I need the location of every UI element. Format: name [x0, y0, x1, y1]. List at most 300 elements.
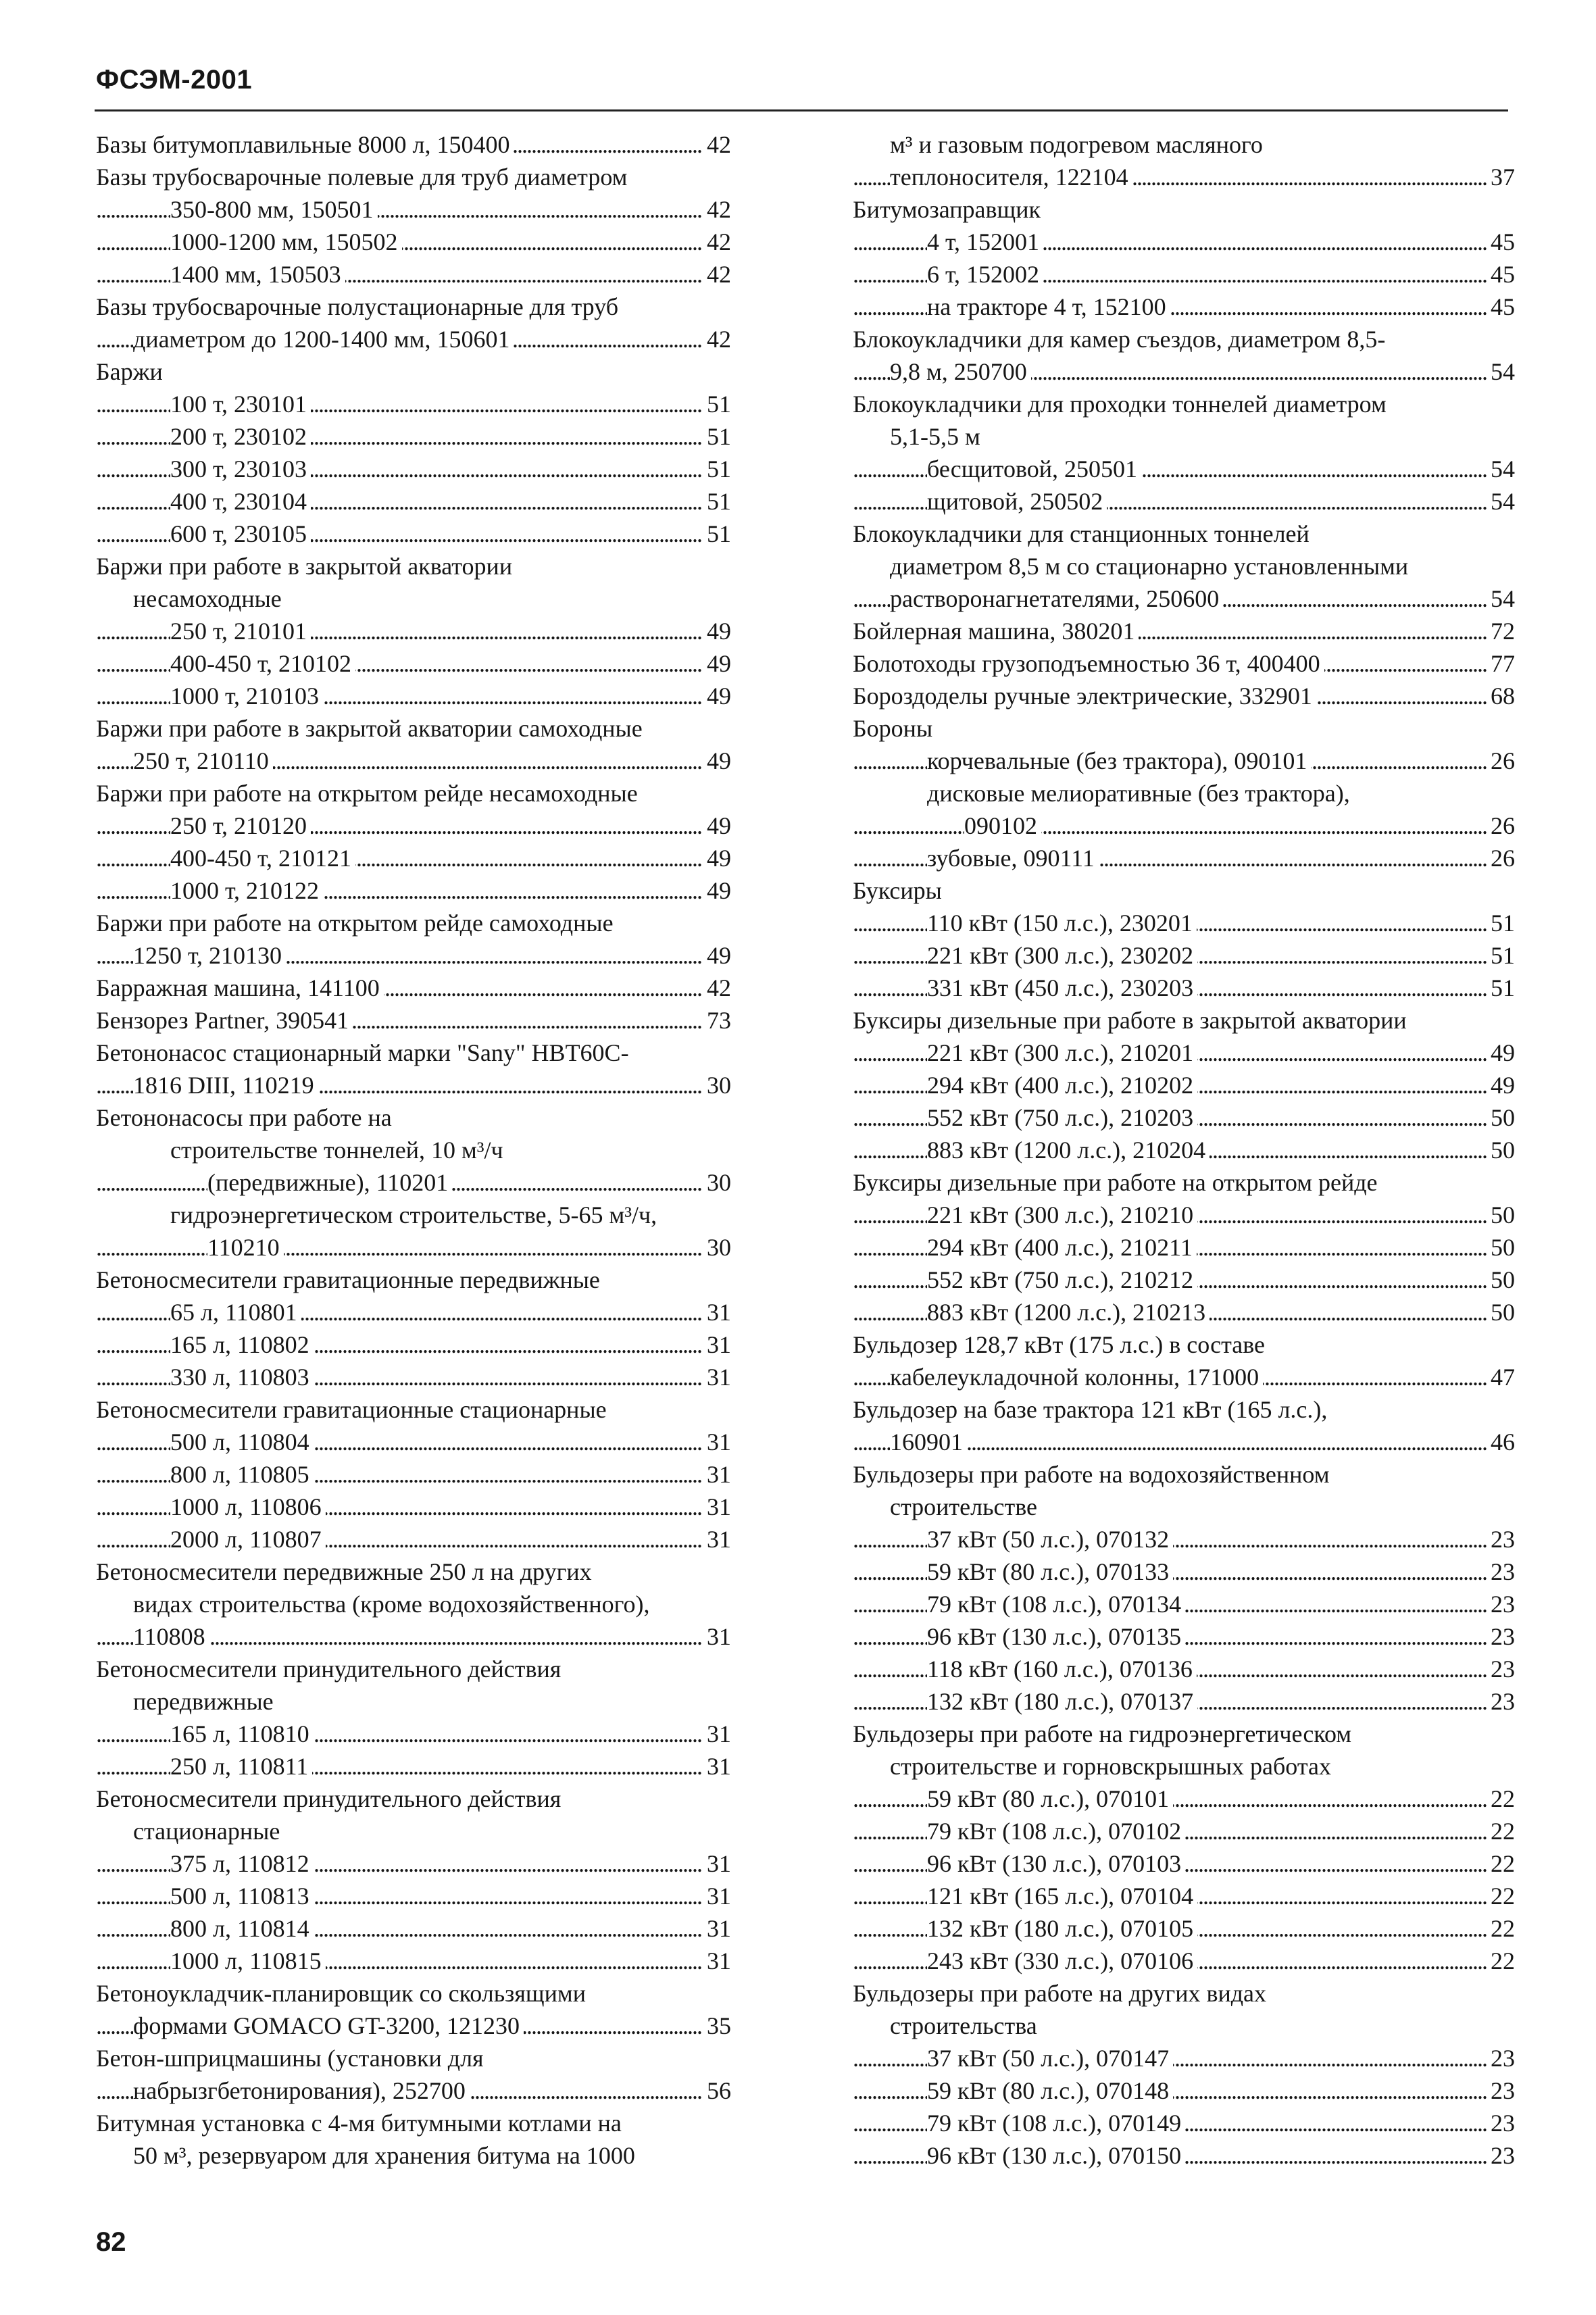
index-entry-page: 50	[1487, 1101, 1515, 1134]
index-entry-page: 26	[1487, 842, 1515, 874]
index-entry	[853, 1166, 1515, 1199]
index-entry-text: на тракторе 4 т, 152100	[927, 293, 1170, 320]
index-entry-page: 51	[1487, 939, 1515, 972]
index-entry-text: 59 кВт (80 л.с.), 070101	[927, 1785, 1173, 1812]
index-entry-text: 221 кВт (300 л.с.), 210210	[927, 1201, 1197, 1228]
index-entry	[96, 907, 731, 939]
index-entry	[96, 1555, 731, 1588]
index-entry	[853, 1912, 1515, 1945]
index-entry	[853, 1231, 1515, 1264]
index-entry-text: бесщитовой, 250501	[927, 455, 1141, 482]
index-entry	[96, 1847, 731, 1880]
index-entry-page: 46	[1487, 1426, 1515, 1458]
index-entry-text: строительстве и горновскрышных работах	[890, 1753, 1331, 1780]
index-entry-page: 42	[703, 323, 731, 355]
index-entry-page: 47	[1487, 1361, 1515, 1393]
index-entry-text: Барражная машина, 141100	[96, 974, 384, 1001]
index-entry-page: 42	[703, 193, 731, 226]
index-entry-text: 800 л, 110814	[170, 1915, 314, 1942]
index-entry	[853, 1264, 1515, 1296]
index-entry-text: Базы битумоплавильные 8000 л, 150400	[96, 131, 514, 158]
index-entry	[96, 226, 731, 258]
index-entry	[96, 420, 731, 453]
index-entry	[853, 2042, 1515, 2074]
index-entry-text: Бороны	[853, 715, 933, 742]
index-entry-page: 31	[703, 1328, 731, 1361]
index-entry	[853, 1426, 1515, 1458]
index-entry-text: Буксиры дизельные при работе на открытом рейде	[853, 1169, 1378, 1196]
index-entry	[853, 2074, 1515, 2107]
index-entry	[96, 291, 731, 323]
index-entry-page: 51	[1487, 907, 1515, 939]
index-entry-text: 165 л, 110802	[170, 1331, 314, 1358]
index-entry-page: 42	[703, 258, 731, 291]
index-entry	[96, 1977, 731, 2010]
index-entry-text: строительстве	[890, 1493, 1037, 1520]
index-entry	[96, 1264, 731, 1296]
index-entry-page: 49	[703, 647, 731, 680]
index-entry-page: 42	[703, 972, 731, 1004]
index-entry-page: 23	[1487, 2074, 1515, 2107]
index-entry-text: 250 т, 210110	[133, 747, 273, 774]
index-entry-text: 375 л, 110812	[170, 1850, 314, 1877]
index-entry-text: 500 л, 110813	[170, 1883, 314, 1910]
index-column-right	[853, 128, 1515, 2172]
index-entry	[853, 1555, 1515, 1588]
index-entry	[96, 193, 731, 226]
index-entry	[96, 1491, 731, 1523]
index-entry-page: 23	[1487, 2107, 1515, 2139]
index-entry-text: 200 т, 230102	[170, 423, 311, 450]
index-entry-page: 42	[703, 128, 731, 161]
index-entry-text: Базы трубосварочные полустационарные для труб	[96, 293, 619, 320]
index-entry-page: 49	[703, 842, 731, 874]
index-entry	[853, 1685, 1515, 1718]
index-entry-text: 400-450 т, 210121	[170, 845, 355, 872]
index-entry	[96, 355, 731, 388]
index-entry-page: 22	[1487, 1815, 1515, 1847]
index-entry-text: 79 кВт (108 л.с.), 070102	[927, 1818, 1185, 1845]
index-entry-text: 1816 DIII, 110219	[133, 1072, 318, 1099]
index-entry-page: 23	[1487, 1653, 1515, 1685]
index-entry-page: 31	[703, 1945, 731, 1977]
index-entry-text: строительстве тоннелей, 10 м³/ч	[170, 1137, 503, 1164]
index-entry-page: 22	[1487, 1847, 1515, 1880]
index-entry-text: Баржи при работе на открытом рейде самоходные	[96, 910, 614, 937]
index-entry	[853, 939, 1515, 972]
index-entry-text: 5,1-5,5 м	[890, 423, 980, 450]
index-entry	[853, 777, 1515, 810]
index-entry	[853, 128, 1515, 161]
index-entry	[853, 1101, 1515, 1134]
index-entry-page: 49	[703, 680, 731, 712]
index-entry	[853, 1815, 1515, 1847]
index-entry-text: 37 кВт (50 л.с.), 070132	[927, 1526, 1173, 1553]
index-entry-text: Бульдозер 128,7 кВт (175 л.с.) в составе	[853, 1331, 1266, 1358]
index-entry	[853, 1847, 1515, 1880]
index-entry-page: 22	[1487, 1880, 1515, 1912]
index-entry-text: Бетононасосы при работе на	[96, 1104, 392, 1131]
index-entry	[853, 680, 1515, 712]
index-entry-text: 96 кВт (130 л.с.), 070103	[927, 1850, 1185, 1877]
index-entry-text: Бетононасос стационарный марки "Sany" HBT60C-	[96, 1039, 629, 1066]
index-entry-text: 1250 т, 210130	[133, 942, 286, 969]
index-entry	[96, 1199, 731, 1231]
index-entry	[853, 1134, 1515, 1166]
index-entry-page: 23	[1487, 1588, 1515, 1620]
index-entry	[853, 420, 1515, 453]
index-entry-text: 1000 т, 210122	[170, 877, 323, 904]
index-entry-text: 294 кВт (400 л.с.), 210211	[927, 1234, 1197, 1261]
index-entry-text: 400-450 т, 210102	[170, 650, 355, 677]
index-entry	[96, 1783, 731, 1815]
index-entry-page: 50	[1487, 1296, 1515, 1328]
index-entry-text: (передвижные), 110201	[207, 1169, 452, 1196]
index-entry	[96, 2139, 731, 2172]
index-column-left	[96, 128, 731, 2172]
index-entry	[853, 1588, 1515, 1620]
index-entry-page: 31	[703, 1491, 731, 1523]
index-entry-text: 132 кВт (180 л.с.), 070137	[927, 1688, 1197, 1715]
index-entry-text: Бензорез Partner, 390541	[96, 1007, 353, 1034]
index-entry-text: 883 кВт (1200 л.с.), 210204	[927, 1137, 1210, 1164]
index-entry-text: Буксиры дизельные при работе в закрытой акватории	[853, 1007, 1407, 1034]
index-entry-page: 31	[703, 1750, 731, 1783]
index-entry-page: 49	[703, 810, 731, 842]
index-entry	[853, 1783, 1515, 1815]
index-entry-text: Бетоносмесители гравитационные передвижные	[96, 1266, 600, 1293]
index-entry-text: 2000 л, 110807	[170, 1526, 326, 1553]
index-entry-page: 49	[1487, 1069, 1515, 1101]
index-entry-text: 221 кВт (300 л.с.), 210201	[927, 1039, 1197, 1066]
index-entry	[853, 1037, 1515, 1069]
index-entry-text: формами GOMACO GT-3200, 121230	[133, 2012, 524, 2039]
index-entry	[853, 388, 1515, 420]
index-entry	[96, 1004, 731, 1037]
index-entry	[96, 518, 731, 550]
index-entry-text: 96 кВт (130 л.с.), 070150	[927, 2142, 1185, 2169]
index-entry	[853, 1004, 1515, 1037]
index-entry	[853, 1491, 1515, 1523]
index-entry-text: 79 кВт (108 л.с.), 070134	[927, 1591, 1185, 1618]
index-entry	[96, 1620, 731, 1653]
index-entry	[853, 1361, 1515, 1393]
index-entry	[853, 907, 1515, 939]
index-entry	[853, 323, 1515, 355]
index-entry	[853, 453, 1515, 485]
index-entry	[96, 972, 731, 1004]
index-entry-text: 132 кВт (180 л.с.), 070105	[927, 1915, 1197, 1942]
index-entry	[96, 680, 731, 712]
index-entry	[853, 2010, 1515, 2042]
page-number: 82	[96, 2227, 126, 2257]
index-entry-page: 31	[703, 1912, 731, 1945]
index-entry	[853, 550, 1515, 582]
index-entry	[96, 2074, 731, 2107]
index-entry	[96, 1101, 731, 1134]
index-entry	[853, 1069, 1515, 1101]
index-entry-text: 552 кВт (750 л.с.), 210203	[927, 1104, 1197, 1131]
index-entry	[96, 323, 731, 355]
index-entry-text: 1400 мм, 150503	[170, 261, 345, 288]
index-entry-text: 121 кВт (165 л.с.), 070104	[927, 1883, 1197, 1910]
index-entry-page: 45	[1487, 291, 1515, 323]
index-entry-page: 56	[703, 2074, 731, 2107]
index-entry-page: 54	[1487, 453, 1515, 485]
index-entry-page: 51	[703, 388, 731, 420]
index-entry-text: 165 л, 110810	[170, 1720, 314, 1747]
index-entry-text: 1000 т, 210103	[170, 682, 323, 710]
index-entry	[853, 810, 1515, 842]
index-entry	[96, 1815, 731, 1847]
index-entry-page: 54	[1487, 485, 1515, 518]
index-entry-text: Блокоукладчики для станционных тоннелей	[853, 520, 1310, 547]
index-entry-text: кабелеукладочной колонны, 171000	[890, 1364, 1263, 1391]
index-entry-page: 30	[703, 1231, 731, 1264]
header-rule	[95, 109, 1508, 111]
index-entry-text: корчевальные (без трактора), 090101	[927, 747, 1311, 774]
index-entry-text: Бетон-шприцмашины (установки для	[96, 2045, 484, 2072]
index-entry	[96, 1588, 731, 1620]
index-entry	[853, 1945, 1515, 1977]
index-entry-text: 96 кВт (130 л.с.), 070135	[927, 1623, 1185, 1650]
index-entry	[853, 582, 1515, 615]
index-entry-text: Битумная установка с 4-мя битумными котлами на	[96, 2110, 622, 2137]
index-entry	[853, 615, 1515, 647]
index-entry-page: 49	[1487, 1037, 1515, 1069]
index-entry-text: м³ и газовым подогревом масляного	[890, 131, 1263, 158]
index-entry	[853, 355, 1515, 388]
index-entry-text: 090102	[964, 812, 1041, 839]
index-entry-text: Бульдозеры при работе на водохозяйственном	[853, 1461, 1330, 1488]
index-entry	[853, 226, 1515, 258]
index-entry-text: 400 т, 230104	[170, 488, 311, 515]
index-entry-text: щитовой, 250502	[927, 488, 1107, 515]
index-entry-text: 79 кВт (108 л.с.), 070149	[927, 2110, 1185, 2137]
index-entry-page: 23	[1487, 1620, 1515, 1653]
index-entry	[853, 745, 1515, 777]
index-entry-page: 42	[703, 226, 731, 258]
index-entry-page: 50	[1487, 1231, 1515, 1264]
index-entry-text: набрызгбетонирования), 252700	[133, 2077, 470, 2104]
index-entry	[96, 1426, 731, 1458]
index-entry	[96, 1458, 731, 1491]
index-entry-text: передвижные	[133, 1688, 274, 1715]
index-entry-page: 51	[703, 485, 731, 518]
index-entry	[96, 1945, 731, 1977]
index-entry-text: 294 кВт (400 л.с.), 210202	[927, 1072, 1197, 1099]
index-entry-page: 35	[703, 2010, 731, 2042]
index-entry	[96, 1296, 731, 1328]
index-entry	[853, 1393, 1515, 1426]
index-entry-text: Болотоходы грузоподъемностью 36 т, 400400	[853, 650, 1324, 677]
index-entry-page: 23	[1487, 1555, 1515, 1588]
index-entry-page: 31	[703, 1426, 731, 1458]
index-entry	[853, 193, 1515, 226]
index-entry	[853, 258, 1515, 291]
index-entry-text: 59 кВт (80 л.с.), 070148	[927, 2077, 1173, 2104]
index-entry-text: растворонагнетателями, 250600	[890, 585, 1223, 612]
index-entry-text: 300 т, 230103	[170, 455, 311, 482]
index-entry-page: 23	[1487, 2139, 1515, 2172]
index-entry-page: 31	[703, 1880, 731, 1912]
index-entry	[853, 647, 1515, 680]
index-entry-text: 331 кВт (450 л.с.), 230203	[927, 974, 1197, 1001]
index-entry-text: теплоносителя, 122104	[890, 164, 1132, 191]
index-entry	[96, 128, 731, 161]
index-entry	[96, 1750, 731, 1783]
index-entry-page: 31	[703, 1620, 731, 1653]
index-entry	[96, 582, 731, 615]
index-entry-text: Блокоукладчики для камер съездов, диаметром 8,5-	[853, 326, 1386, 353]
index-entry	[96, 1037, 731, 1069]
index-entry-text: 330 л, 110803	[170, 1364, 314, 1391]
index-entry	[96, 258, 731, 291]
index-entry-text: зубовые, 090111	[927, 845, 1099, 872]
index-entry-text: Бульдозеры при работе на других видах	[853, 1980, 1267, 2007]
index-entry	[96, 2010, 731, 2042]
index-entry	[96, 1685, 731, 1718]
index-entry-text: Бульдозеры при работе на гидроэнергетическом	[853, 1720, 1352, 1747]
index-entry-page: 72	[1487, 615, 1515, 647]
index-entry-page: 54	[1487, 582, 1515, 615]
index-entry-page: 49	[703, 615, 731, 647]
index-entry-text: 350-800 мм, 150501	[170, 196, 378, 223]
index-entry	[96, 1393, 731, 1426]
index-entry	[96, 2107, 731, 2139]
index-entry-page: 49	[703, 874, 731, 907]
index-entry-page: 23	[1487, 1685, 1515, 1718]
index-entry-text: видах строительства (кроме водохозяйственного),	[133, 1591, 650, 1618]
index-entry	[853, 712, 1515, 745]
index-entry	[96, 1069, 731, 1101]
index-entry-text: Битумозаправщик	[853, 196, 1041, 223]
index-entry-text: 118 кВт (160 л.с.), 070136	[927, 1656, 1197, 1683]
index-entry-text: 4 т, 152001	[927, 228, 1043, 255]
index-entry-text: 552 кВт (750 л.с.), 210212	[927, 1266, 1197, 1293]
index-entry	[853, 2139, 1515, 2172]
index-entry-page: 31	[703, 1523, 731, 1555]
index-entry-page: 31	[703, 1296, 731, 1328]
index-entry-page: 49	[703, 939, 731, 972]
index-entry	[853, 1296, 1515, 1328]
index-entry-text: 883 кВт (1200 л.с.), 210213	[927, 1299, 1210, 1326]
index-entry-page: 45	[1487, 226, 1515, 258]
index-entry-text: Баржи при работе в закрытой акватории	[96, 553, 513, 580]
index-entry-page: 31	[703, 1847, 731, 1880]
index-entry-text: 800 л, 110805	[170, 1461, 314, 1488]
index-entry	[853, 2107, 1515, 2139]
index-entry	[853, 1458, 1515, 1491]
index-entry-page: 31	[703, 1361, 731, 1393]
index-entry-text: 1000-1200 мм, 150502	[170, 228, 402, 255]
index-entry	[96, 842, 731, 874]
index-entry-text: 250 т, 210120	[170, 812, 311, 839]
index-entry-text: Бульдозер на базе трактора 121 кВт (165 л.с.),	[853, 1396, 1328, 1423]
index-entry	[96, 453, 731, 485]
index-entry-page: 26	[1487, 745, 1515, 777]
index-entry	[96, 1718, 731, 1750]
index-entry-text: 9,8 м, 250700	[890, 358, 1031, 385]
index-entry-text: 65 л, 110801	[170, 1299, 301, 1326]
index-entry	[853, 972, 1515, 1004]
index-entry	[96, 939, 731, 972]
index-entry-text: Баржи	[96, 358, 163, 385]
index-entry-page: 73	[703, 1004, 731, 1037]
index-entry	[96, 1166, 731, 1199]
index-entry-page: 50	[1487, 1134, 1515, 1166]
index-entry-page: 23	[1487, 1523, 1515, 1555]
index-entry	[96, 745, 731, 777]
index-entry	[853, 1523, 1515, 1555]
index-entry-text: диаметром 8,5 м со стационарно установленными	[890, 553, 1409, 580]
index-entry-page: 31	[703, 1718, 731, 1750]
index-entry-text: гидроэнергетическом строительстве, 5-65 м³/ч,	[170, 1201, 657, 1228]
index-entry-text: 50 м³, резервуаром для хранения битума на 1000	[133, 2142, 635, 2169]
index-entry-text: Баржи при работе в закрытой акватории самоходные	[96, 715, 643, 742]
index-entry	[96, 615, 731, 647]
index-entry	[853, 1750, 1515, 1783]
index-entry-page: 31	[703, 1458, 731, 1491]
index-entry	[96, 1880, 731, 1912]
index-entry	[96, 550, 731, 582]
index-entry-text: 110210	[207, 1234, 284, 1261]
index-entry	[96, 1328, 731, 1361]
index-entry	[853, 1199, 1515, 1231]
index-entry	[96, 647, 731, 680]
index-entry	[96, 874, 731, 907]
index-entry-text: несамоходные	[133, 585, 282, 612]
index-entry-text: Баржи при работе на открытом рейде несамоходные	[96, 780, 638, 807]
index-entry-page: 77	[1487, 647, 1515, 680]
index-entry-text: Блокоукладчики для проходки тоннелей диаметром	[853, 391, 1387, 418]
index-entry	[853, 1880, 1515, 1912]
index-entry	[96, 1523, 731, 1555]
index-entry	[96, 810, 731, 842]
index-entry	[96, 712, 731, 745]
index-entry-text: 600 т, 230105	[170, 520, 311, 547]
index-entry-text: Бетоносмесители гравитационные стационарные	[96, 1396, 607, 1423]
index-entry-text: 110808	[133, 1623, 209, 1650]
index-entry-page: 49	[703, 745, 731, 777]
index-entry	[96, 2042, 731, 2074]
index-entry-text: строительства	[890, 2012, 1037, 2039]
index-entry-text: 500 л, 110804	[170, 1428, 314, 1455]
index-entry-page: 22	[1487, 1912, 1515, 1945]
index-entry-page: 51	[703, 453, 731, 485]
index-entry-text: Бороздоделы ручные электрические, 332901	[853, 682, 1316, 710]
index-entry-text: 110 кВт (150 л.с.), 230201	[927, 910, 1197, 937]
index-entry-page: 45	[1487, 258, 1515, 291]
index-entry-text: Бетоносмесители принудительного действия	[96, 1785, 562, 1812]
index-entry	[96, 388, 731, 420]
index-entry	[96, 1912, 731, 1945]
index-entry-text: Бетоносмесители принудительного действия	[96, 1656, 562, 1683]
index-entry	[853, 518, 1515, 550]
index-entry-page: 26	[1487, 810, 1515, 842]
index-entry-page: 22	[1487, 1783, 1515, 1815]
index-entry-page: 23	[1487, 2042, 1515, 2074]
index-entry	[853, 1620, 1515, 1653]
index-entry-text: Базы трубосварочные полевые для труб диаметром	[96, 164, 628, 191]
index-entry	[96, 777, 731, 810]
index-entry-text: 243 кВт (330 л.с.), 070106	[927, 1947, 1197, 1974]
index-entry	[96, 161, 731, 193]
index-entry-page: 68	[1487, 680, 1515, 712]
index-entry-page: 50	[1487, 1264, 1515, 1296]
index-entry	[96, 485, 731, 518]
index-entry-page: 54	[1487, 355, 1515, 388]
